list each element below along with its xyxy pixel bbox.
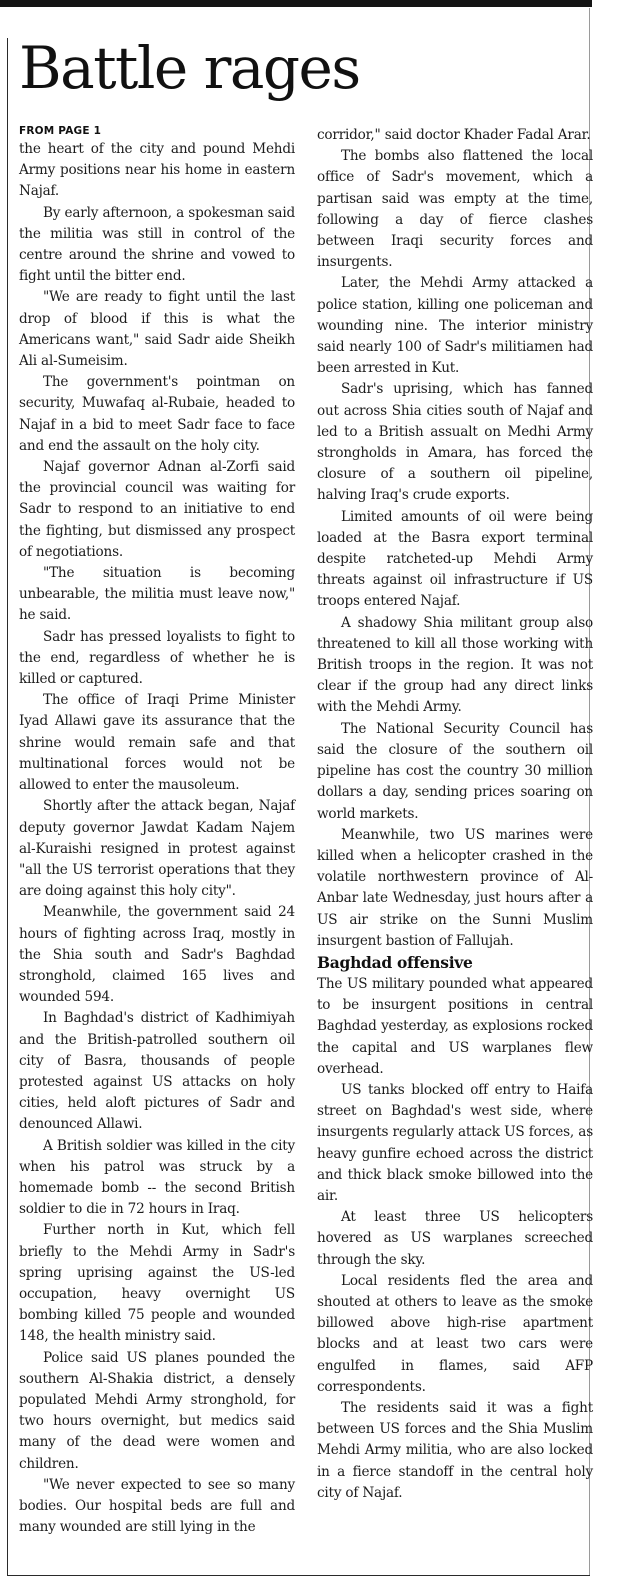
paragraph: Police said US planes pounded the southern Al-Shakia district, a densely populated Mehdi Army stronghold, for two hours overnight, but medics said many of the dead were women and children. [19,1349,295,1472]
paragraph: The National Security Council has said the closure of the southern oil pipeline has cost the country 30 million dollars a day, sending prices soaring on world markets. [317,720,593,822]
paragraph: Sadr has pressed loyalists to fight to the end, regardless of whether he is killed or captured. [19,628,295,688]
paragraph: The government's pointman on security, Muwafaq al-Rubaie, headed to Najaf in a bid to meet Sadr face to face and end the assault on the holy city. [19,374,295,454]
paragraph: corridor," said doctor Khader Fadal Arar. [317,127,591,143]
paragraph: A shadowy Shia militant group also threatened to kill all those working with British troops in the region. It was not clear if the group had any direct links with the Mehdi Army. [317,614,593,716]
paragraph: Later, the Mehdi Army attacked a police station, killing one policeman and wounding nine. The interior ministry said nearly 100 of Sadr's militiamen had been arrested in Kut. [317,275,593,377]
paragraph: A British soldier was killed in the city when his patrol was struck by a homemade bomb -- the second British soldier to die in 72 hours in Iraq. [19,1137,295,1218]
paragraph: The office of Iraqi Prime Minister Iyad Allawi gave its assurance that the shrine would remain safe and that multinational forces would not be allowed to enter the mausoleum. [19,692,295,794]
paragraph: Local residents fled the area and shouted at others to leave as the smoke billowed above high-rise apartment blocks and at least two cars were engulfed in flames, said AFP correspondents. [317,1272,593,1395]
left-column [19,125,295,1538]
paragraph: Shortly after the attack began, Najaf deputy governor Jawdat Kadam Najem al-Kuraishi resigned in protest against "all the US terrorist operations that they are doing against this holy city". [19,798,295,900]
paragraph: At least three US helicopters hovered as US warplanes screeched through the sky. [317,1209,593,1268]
paragraph: Sadr's uprising, which has fanned out across Shia cities south of Najaf and led to a British assualt on Medhi Army strongholds in Amara, has forced the closure of a southern oil pipeline, halving Iraq's crude exports. [317,381,593,504]
paragraph: The bombs also flattened the local office of Sadr's movement, which a partisan said was empty at the time, following a day of fierce clashes between Iraqi security forces and insurgents. [317,148,593,271]
paragraph: In Baghdad's district of Kadhimiyah and the British-patrolled southern oil city of Basra, thousands of people protested against US attacks on holy cities, held aloft pictures of Sadr and denounced Allawi. [19,1010,295,1133]
paragraph: The residents said it was a fight between US forces and the Shia Muslim Mehdi Army militia, who are also locked in a fierce standoff in the central holy city of Najaf. [317,1399,593,1501]
paragraph: Further north in Kut, which fell briefly to the Mehdi Army in Sadr's spring uprising against the US-led occupation, heavy overnight US bombing killed 75 people and wounded 148, the health ministry said. [19,1222,295,1345]
paragraph: Meanwhile, the government said 24 hours of fighting across Iraq, mostly in the Shia south and Sadr's Baghdad stronghold, claimed 165 lives and wounded 594. [19,904,295,1006]
paragraph: "We are ready to fight until the last drop of blood if this is what the Americans want," said Sadr aide Sheikh Ali al-Sumeisim. [19,289,295,370]
top-rule [0,0,592,7]
paragraph: Limited amounts of oil were being loaded at the Basra export terminal despite ratcheted-up Mehdi Army threats against oil infrastructure if US troops entered Najaf. [317,508,593,610]
paragraph: By early afternoon, a spokesman said the militia was still in control of the centre around the shrine and vowed to fight until the bitter end. [19,204,295,285]
subheading: Baghdad offensive [317,952,473,972]
from-page-kicker: FROM PAGE 1 [19,125,102,137]
paragraph: Najaf governor Adnan al-Zorfi said the provincial council was waiting for Sadr to respond to an initiative to end the fighting, but dismissed any prospect of negotiations. [19,459,295,560]
paragraph: "We never expected to see so many bodies. Our hospital beds are full and many wounded are still lying in the [19,1476,295,1536]
paragraph: The US military pounded what appeared to be insurgent positions in central Baghdad yesterday, as explosions rocked the capital and US warplanes flew overhead. [317,975,593,1077]
paragraph: Meanwhile, two US marines were killed when a helicopter crashed in the volatile northwestern province of Al-Anbar late Wednesday, just hours after a US air strike on the Sunni Muslim insurgent bastion of Fallujah. [317,826,593,949]
paragraph: the heart of the city and pound Mehdi Army positions near his home in eastern Najaf. [19,141,295,200]
bottom-rule [7,1575,590,1576]
headline: Battle rages [19,34,360,102]
paragraph: "The situation is becoming unbearable, the militia must leave now," he said. [19,565,295,624]
paragraph: US tanks blocked off entry to Haifa street on Baghdad's west side, where insurgents regularly attack US forces, as heavy gunfire echoed across the district and thick black smoke billowed into the air. [317,1081,593,1204]
right-column [317,125,593,1504]
left-column-rule [7,38,8,1576]
